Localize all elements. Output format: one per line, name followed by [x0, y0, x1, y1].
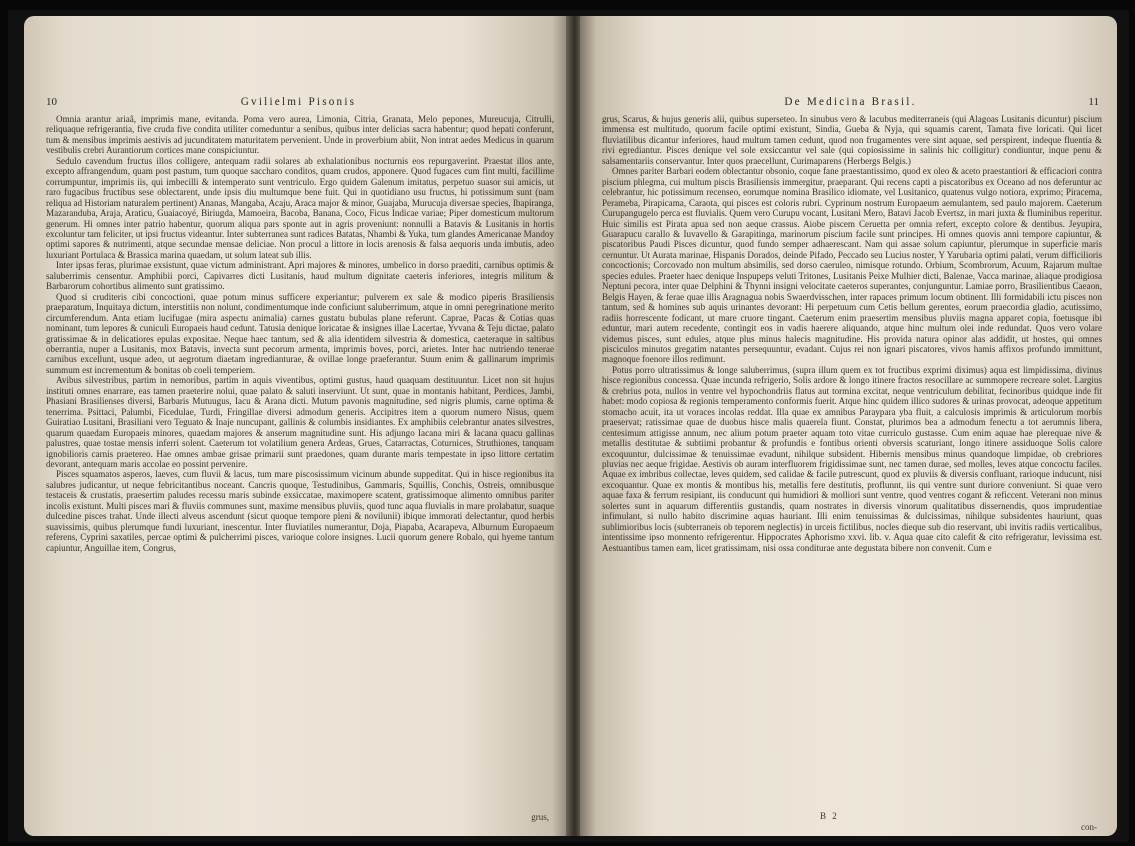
left-page [24, 16, 569, 836]
right-paragraph: Potus porro ultratissimus & longe saluberrimus, (supra illum quem ex tot fructibus exprimi diximus) aqua est limpidissima, divinus hisce regionibus concessa. Quae incunda refrigerio, Solis ardore & longo itinere fractos resocillare ac summopere recreare solet. Largius & crebrius pota, nullos in ventre vel hypochondriis flatus aut tormina excitat, neque ventriculum debilitat, fecinoribus quidque inde fit habet: modo copiosa & regionis temperamento conformis fuerit. Atque hinc quidem illico sudores & urinas provocat, adeoque appetitum stomacho acuit, ita ut voraces incolas reddat. Illa quae ex amnibus Paraypara yba fluit, a calculosis imprimis & articulorum morbis praeservat; ratissimae quae de duobus hisce malis quaerela fiunt. Constat, plurimos bea a admodum fenectu a tot aerumnis libera, centesimum attigisse annum, nec alium potum praeter aquam toto vitae curriculo gustasse. Cum enim aquae hae plerequae nive & metallis destitutae & subtiimi probantur & profundis e fontibus orienti obversis scaturiant, longo itinere assiduoque Solis calore excoquuntur, dulcissimae & tenuissimae evadunt, nihilque subsident. Hibernis mensibus minus quandoque limpidae, ob crebriores pluvias nec aeque frigidae. Aestivis ob auram interfluorem frigidissimae sunt, nec tamen durae, sed molles, leves atque concoctu faciles. Aquae ex imbribus collectae, leves quidem, sed calidae & facile putrescunt, quod ex pluviis & diversis confluant, rarioque inducunt, nisi excoquantur. Quae ex montis & montibus his, metallis fere destitutis, proflunnt, iis qui ventre sunt duriore conveniunt. Si quae vero aquae faxa & ferrum resipiant, iis conducunt qui humidiori & molliori sunt ventre, quod ventres cogant & reficcent. Veterani non minus solertes sunt in aquarum differentiis gustandis, quam nostrates in diversis vinorum qualitatibus dissernendis, quos imprudentiae infimulant, si nullo habito discrimine aquas hauriant. Illi enim tenuissimas & dulcissimas, nihilque subsidentes hauriunt, quas sublimioribus locis (subterraneis ob teporem neglectis) in urceis fictilibus, nocles dieque sub dio reservant, ubi invitis radiis verticalibus, intentissime ipso monnento refrigerentur. Hippocrates Aphorismo xxvi. lib. v. Aqua quae cito calefit & cito refrigeratur, levissima est. Aestuantibus tamen eam, licet gratissimam, nisi ossa conditurae ante degustata bibere non convenit. Cum e [602, 364, 1102, 553]
right-page [580, 16, 1117, 836]
right-paragraph: grus, Scarus, & hujus generis alii, quibus superseteo. In sinubus vero & lacubus mediterraneis (qui Alagoas Lusitanis dicuntur) piscium immensa est multitudo, quorum facile optimi existunt, Sindia, Gueba & Nyja, qui squamis carent, Tamata five loricati. Qui licet fluviatilibus dicantur inferiores, haud multum tamen cedunt, quod non frugamentes vere sint aquae, sed perspirent, indeque fluentia & rivi egrediantur. Pisces denique vel sole exsiccantur vel sale (qui copiosissime in salinis hic colligitur) condiuntur, inque penu & salsamentariis conservantur. Inter quos praecellunt, Curimaparens (Herbergs Belgis.) [602, 114, 1102, 166]
left-paragraph: Inter ipsas feras, plurimae exsistunt, quae victum administrant. Apri majores & minores, umbelico in dorso praediti, carnibus optimis & saluberrimis censentur. Amphibii porci, Capivarres dicti Lusitanis, haud multum dignitate caeteris inferiores, integris militum & Barbarorum cohortibus alimento sunt gratissimo. [46, 260, 554, 292]
right-running-title: De Medicina Brasil. [784, 96, 917, 108]
left-paragraph: Sedulo cavendum fructus illos colligere, antequam radii solares ab exhalationibus nocturnis eos repurgaverint. Praestat illos ante, excepto affrangendum, quam post pastum, tum quoque saccharo conditos, quam crudos, apponere. Quod fugaces cum fint multi, facillime corrumpuntur, imprimis iis, qui imbecilli & intemperato sunt ventriculo. Ergo quidem Galenum imitatus, perpetuo suasor sui amicis, ut raro fugacibus fructibus sese oblectarent, unde ipsis diu multumque bene fuit. Qui in quotidiano usu fructus, hi potissimum sunt (nam reliqua ad Historiam naturalem pertinent) Ananas, Mangaba, Acaju, Araca major & minor, Guajaba, Murucuja diversae species, Ibapiranga, Mazaranduba, Araja, Araticu, Guaiacoyé, Biriugda, Mamoeira, Bacoba, Banana, Coco, Ficus Indicae variae; Piper domesticum multorum generum. Hi omnes inter patrio habentur, quorum aliqua pars sponte aut in agris proveniunt: nonnulli a Batavis & Lusitanis in hortis excoluntur tam feliciter, ut ipsi fructus videantur. Inter subterranea sunt radices Batatas, Nhambi & Yuka, tum glandes Americanae Mandoy optimi sapores & nutrimenti, atque secundae mensae deliciae. Non procul a littore in locis arenosis & falsa aequoris unda imbutis, adeo luxuriant Portulaca & Brassica marina quaedam, ut solum lateat sub illis. [46, 155, 554, 260]
right-text-block [602, 114, 1102, 553]
right-catchword: con- [1081, 822, 1097, 832]
open-book [8, 10, 1129, 842]
left-text-block [46, 114, 554, 553]
right-paragraph: Omnes pariter Barbari eodem oblectantur obsonio, coque fane praestantissimo, quod ex oleo & aceto praestantiori & efficaciori contra piscium phlegma, cui multum piscis Brasiliensis immergitur, praeparant. Qui recens capti a piscatoribus ex Oceano ad nos deferuntur ac celebrantur, hic potissimum recenseo, eorumque nomina Brasilico idiomate, vel Lusitanico, quatenus vulgo notiora, exprimo; Piracema, Perameba, Pirapicama, Caraota, qui pisces est coloris rubri. Cyprinum nostrum Europaeum aemulantem, sed paulo majorem. Caeterum Curupangugelo perca est fluvialis. Quem vero Curupu vocant, Lusitani Mero, Batavi Jacob Evertsz, in mari juxta & fluminibus reperitur. Huic similis est Pirata apua sed non aeque crassus. Aiobe piscem Ceruetta per omnia refert, excepto colore & dentibus. Jeyupira, Guarapucu carallo & Iuvavello & Garapitinga, marinorum piscium facile sunt principes. Hi omnes quovis anni tempore capiuntur, & piscatoribus Paudi Pisces dicuntur, quod fundo semper adhaerescant. Nam qui assae solum capiuntur, plerumque in superficie maris cernuntur. Ut Aurata marinae, Hispanis Dorados, deinde Pifado, Peccado seu Lucius noster, Y Yarubaria optimi palati, verum difficilioris concoctionis; Corcovado non multum absimilis, sed dorso caeruleo, nimisque rotundo. Orbium, Scombrorum, Acuum, Rajarum multae species edules. Praeter haec denique Inspupeps veluti Tritones, Lusitanis Peixe Mulhier dicti, Balenae, Vacca marinae, aliaque prodigiosa Neptuni pecora, inter quae Delphini & Thynni insigni velocitate caeteros superantes, conjunguntur. Lamiae porro, Brasilientibus Caeaon, Belgis Hayen, & ferae quae illis Aragnagua nobis Swaerdvisschen, inter rapaces primum locum obtinent. Illi formidabili ictu pisces non tantum, sed & homines sub aquis urinantes devorant: Hi perpetuum cum Cetis bellum gerentes, eorum praecordia gladio, acutissimo, radiis horrescente fodicant, ut mare cruore tingant. Caeterum enim praesertim mensibus pluviis magna apparet copia, foetusque ibi eduntur, mari autem recedente, contingit eos in vadis haerere aliquando, atque hinc multum olei inde redundat. Quos vero volare videmus pisces, sunt edules, atque plus minus halecis magnitudine. His provida natura opinor alas addidit, ut hostes, qui omnes pisciculos minutos gregatim natantes persequuntur, evadant. Cujus rei non ignari piscatores, vivos hamis affixos profundo immittunt, magnoque foenore illos redimunt. [602, 166, 1102, 365]
left-running-title: Gvilielmi Pisonis [240, 96, 357, 108]
left-paragraph: Quod si cruditeris cibi concoctioni, quae potum minus sufficere experiantur; pulverem ex sale & modico piperis Brasiliensis praeparatum, Inquitaya dictum, interstitiis non nolunt, condimentumque inde conficiunt saluberrimum, atque in omni peregrinatione merito circumferendum. Anta etiam lucifugae (mira aspectu animalia) carnes gustatu bubulas plane referunt. Caprae, Pacas & Cotias quas nominant, tum lepores & cuniculi Europaeis haud cedunt. Tatusia denique loricatae & insignes illae Lacertae, Yvvana & Teju dictae, palato gratissimae & in delicatiores epulas expositae. Neque haec tantum, sed & alia identidem silvestria & domestica, caeteraque in saltibus oberrantia, nuper a Lusitanis, mox Batavis, invecta sunt pecorum armenta, imprimis boves, porci, arietes. Inter hac nutriendo tenerae carnibus excellunt, usque adeo, ut aegrotum diaetam ingredianturae, & ovillae longe praeferantur. Suum enim & gallinarum imprimis summum est incrementum & bonitas ob coeli temperiem. [46, 291, 554, 375]
left-page-number: 10 [46, 96, 57, 108]
left-catchword: grus, [531, 812, 549, 822]
right-page-number: 11 [1088, 96, 1099, 108]
signature-mark: B 2 [820, 811, 839, 821]
left-paragraph: Avibus silvestribus, partim in nemoribus, partim in aquis viventibus, optimi gustus, haud quaquam destituuntur. Licet non sit hujus instituti omnes enarrare, eas tamen praeterire nolui, quae palato & saluti inserviunt. Ut sunt, quae in montanis habitant, Perdices, Jambi, Phasiani Brasilienses diversi, Barbaris Mutuugus, Iacu & Arana dicti. Mutum pavonis magnitudine, sed nigris plumis, carne optima & tenerrima. Psittaci, Palumbi, Ficedulae, Turdi, Fringillae diversi admodum generis. Accipitres item a quorum numero Nisus, quem Guiratiao Lusitani, Brasiliani vero Teguato & Inaje nuncupant, gallinis & columbis insidiantes. Ex amphibiis celebrantur anates silvestres, quarum quaedam Europaeis minores, quaedam majores & anserum magnitudine sunt. His adjungo Iacana miri & Iacana quacu gallinas palustres, quae tostae mensis inferri solent. Caeterum tot volatilium genera Ardeas, Grues, Catarractas, Coturnices, Struthiones, tanquam ignobilioris carnis praetereo. Hae omnes ambae grisae primarii sunt praedones, quam durante maris tempestate in ipso littore certatim devorant, antequam maris accolae eo possint pervenire. [46, 375, 554, 469]
left-paragraph: Omnia arantur ariaâ, imprimis mane, evitanda. Poma vero aurea, Limonia, Citria, Granata, Melo pepones, Mureucuja, Citrulli, reliquaque refrigerantia, five cruda five condita utiliter comeduntur a senibus, quibus inter delicias sacra habentur; quod hepati conferunt, tum & mensibus imprimis aestivis ad jucunditatem maturitatem pervenient. Unde in proverbium abiit, Non intrat aedes Medicus in quarum vestibulis crebri Aurantiorum cortices mane conspiciuntur. [46, 114, 554, 156]
left-paragraph: Pisces squamatos asperos, laeves, cum fluvii & lacus, tum mare piscosissimum vicinum abunde suppeditat. Qui in hisce regionibus ita salubres judicantur, ut neque febricitantibus noceant. Cancris quoque, Testudinibus, Gammaris, Squillis, Conchis, Ostreis, omnibusque testaceis & crustatis, praesertim paludes recessu maris subinde exsiccatae, maximopere scatent, gratissimoque alimento omnibus pariter incolis existunt. Multi pisces mari & fluviis communes sunt, maxime mensibus pluviis, quod tunc aqua fluvialis in mare prolabatur, suaque dulcedine pisces trahat. Unde illecti alveus ascendunt (sicut quoque tempore pleni & novilunii) ibique immorati delectantur, quod herbis suavissimis, quibus plerumque fundi luxuriant, inescentur. Inter fluviatiles numerantur, Doja, Piapaba, Acarapeva, Alburnum Europaeum referens, Cyprini saxatiles, percae optimi & pulcherrimi pisces, varioque colore insignes. Lucii quorum genere Robalo, qui hyeme tantum capiuntur, Anguillae item, Congrus, [46, 469, 554, 553]
